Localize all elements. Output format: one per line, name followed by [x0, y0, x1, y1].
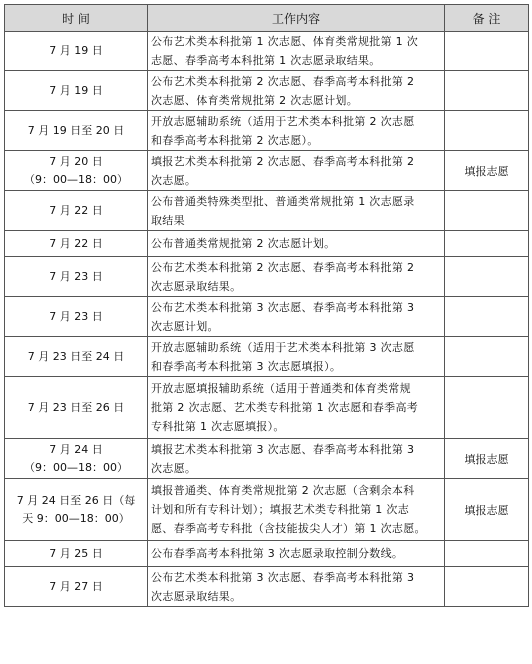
time-line: 7 月 23 日	[49, 309, 103, 323]
content-line: 开放志愿填报辅助系统（适用于普通类和体育类常规	[151, 382, 411, 395]
table-row	[5, 151, 529, 191]
time-line: 7 月 23 日至 26 日	[27, 400, 125, 414]
content-line: 和春季高考本科批第 3 次志愿填报）。	[151, 359, 342, 373]
time-line: （9：00—18：00）	[24, 172, 128, 186]
table-row	[5, 337, 529, 377]
content-line: 公布春季高考本科批第 3 次志愿录取控制分数线。	[151, 547, 404, 560]
header-note: 备 注	[445, 5, 529, 32]
time-line: 7 月 27 日	[49, 579, 103, 593]
note-cell	[445, 297, 529, 337]
time-line: 天 9：00—18：00）	[22, 511, 130, 525]
content-line: 和春季高考本科批第 2 次志愿）。	[151, 133, 319, 147]
content-line: 次志愿录取结果。	[151, 589, 242, 603]
table-row	[5, 377, 529, 439]
content-line: 开放志愿辅助系统（适用于艺术类本科批第 3 次志愿	[151, 340, 415, 354]
content-cell	[148, 231, 445, 257]
time-cell	[5, 231, 148, 257]
time-cell	[5, 541, 148, 567]
note-cell	[445, 71, 529, 111]
content-line: 次志愿计划。	[151, 319, 219, 333]
time-line: 7 月 24 日	[49, 442, 103, 456]
content-line: 公布艺术类本科批第 3 次志愿、春季高考本科批第 3	[151, 300, 415, 314]
content-cell	[148, 439, 445, 479]
content-line: 次志愿。	[151, 173, 197, 187]
time-cell	[5, 151, 148, 191]
table-row	[5, 257, 529, 297]
time-cell	[5, 439, 148, 479]
content-line: 公布艺术类本科批第 2 次志愿、春季高考本科批第 2	[151, 260, 415, 274]
content-line: 批第 2 次志愿、艺术类专科批第 1 次志愿和春季高考	[151, 401, 419, 414]
note-cell	[445, 257, 529, 297]
content-cell	[148, 191, 445, 231]
note-cell	[445, 567, 529, 607]
content-line: 填报普通类、体育类常规批第 2 次志愿（含剩余本科	[151, 484, 415, 497]
content-line: 公布艺术类本科批第 2 次志愿、春季高考本科批第 2	[151, 74, 415, 88]
table-row	[5, 191, 529, 231]
time-line: （9：00—18：00）	[24, 460, 128, 474]
time-cell	[5, 111, 148, 151]
time-cell	[5, 377, 148, 439]
table-body	[5, 32, 529, 607]
content-cell	[148, 32, 445, 71]
content-cell	[148, 479, 445, 541]
content-cell	[148, 111, 445, 151]
content-line: 次志愿、体育类常规批第 2 次志愿计划。	[151, 93, 358, 107]
table-row	[5, 111, 529, 151]
content-line: 取结果	[151, 213, 185, 227]
time-cell	[5, 257, 148, 297]
content-cell	[148, 151, 445, 191]
table-row	[5, 479, 529, 541]
note-cell	[445, 32, 529, 71]
content-line: 公布普通类常规批第 2 次志愿计划。	[151, 237, 336, 250]
content-cell	[148, 257, 445, 297]
time-line: 7 月 19 日至 20 日	[27, 123, 125, 137]
table-row	[5, 297, 529, 337]
content-cell	[148, 71, 445, 111]
time-line: 7 月 20 日	[49, 154, 103, 168]
content-line: 公布艺术类本科批第 1 次志愿、体育类常规批第 1 次	[151, 35, 419, 48]
time-cell	[5, 32, 148, 71]
content-line: 专科批第 1 次志愿填报）。	[151, 420, 285, 433]
time-line: 7 月 23 日	[49, 269, 103, 283]
table-row	[5, 231, 529, 257]
content-cell	[148, 567, 445, 607]
header-content: 工作内容	[148, 5, 445, 32]
time-line: 7 月 19 日	[49, 83, 103, 97]
time-cell	[5, 297, 148, 337]
schedule-table-container	[4, 4, 528, 607]
content-cell	[148, 297, 445, 337]
header-time: 时 间	[5, 5, 148, 32]
content-line: 开放志愿辅助系统（适用于艺术类本科批第 2 次志愿	[151, 114, 415, 128]
content-line: 次志愿录取结果。	[151, 279, 242, 293]
table-row	[5, 541, 529, 567]
note-cell: 填报志愿	[445, 439, 529, 479]
content-cell	[148, 377, 445, 439]
note-cell	[445, 377, 529, 439]
time-line: 7 月 19 日	[49, 44, 103, 57]
note-cell: 填报志愿	[445, 151, 529, 191]
content-cell	[148, 541, 445, 567]
content-line: 填报艺术类本科批第 2 次志愿、春季高考本科批第 2	[151, 154, 415, 168]
table-row	[5, 32, 529, 71]
content-cell	[148, 337, 445, 377]
note-cell	[445, 111, 529, 151]
time-line: 7 月 22 日	[49, 236, 103, 250]
note-cell	[445, 231, 529, 257]
table-row	[5, 567, 529, 607]
header-row	[5, 5, 529, 32]
content-line: 计划和所有专科计划）；填报艺术类专科批第 1 次志	[151, 503, 409, 516]
note-cell	[445, 191, 529, 231]
note-cell	[445, 337, 529, 377]
note-cell	[445, 541, 529, 567]
time-line: 7 月 22 日	[49, 203, 103, 217]
content-line: 志愿、春季高考本科批第 1 次志愿录取结果。	[151, 54, 381, 67]
time-cell	[5, 337, 148, 377]
time-line: 7 月 23 日至 24 日	[27, 349, 125, 363]
time-line: 7 月 24 日至 26 日（每	[16, 493, 136, 507]
time-cell	[5, 567, 148, 607]
content-line: 次志愿。	[151, 461, 197, 475]
time-cell	[5, 191, 148, 231]
content-line: 公布艺术类本科批第 3 次志愿、春季高考本科批第 3	[151, 570, 415, 584]
time-cell	[5, 479, 148, 541]
content-line: 公布普通类特殊类型批、普通类常规批第 1 次志愿录	[151, 194, 415, 208]
table-row	[5, 439, 529, 479]
time-cell	[5, 71, 148, 111]
schedule-table	[4, 4, 529, 607]
time-line: 7 月 25 日	[49, 546, 103, 560]
table-row	[5, 71, 529, 111]
content-line: 愿、春季高考专科批（含技能拔尖人才）第 1 次志愿。	[151, 522, 426, 535]
content-line: 填报艺术类本科批第 3 次志愿、春季高考本科批第 3	[151, 442, 415, 456]
note-cell: 填报志愿	[445, 479, 529, 541]
